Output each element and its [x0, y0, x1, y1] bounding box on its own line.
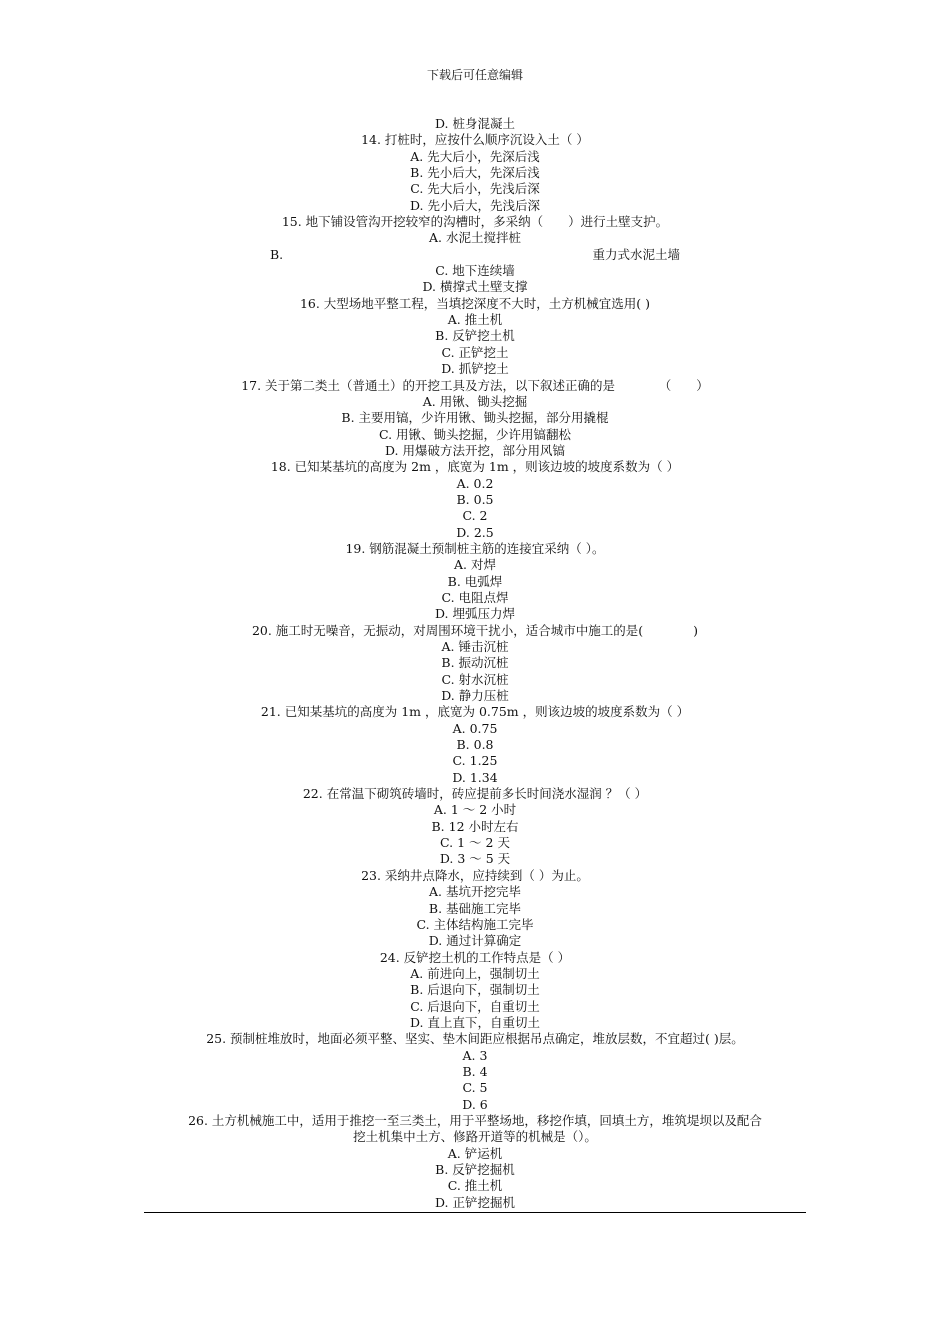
option-line: A. 0.75 [452, 720, 498, 736]
question-17: 17. 关于第二类土（普通土）的开挖工具及方法，以下叙述正确的是 （ ） [241, 377, 709, 393]
question-21: 21. 已知某基坑的高度为 1m ，底宽为 0.75m ，则该边坡的坡度系数为（ ） [260, 704, 690, 720]
option-line: B. 12 小时左右 [431, 818, 519, 834]
option-line: A. 对焊 [454, 557, 496, 573]
option-line: D. 静力压桩 [441, 688, 509, 704]
option-line: C. 用锹、锄头挖掘，少许用镐翻松 [378, 426, 572, 442]
option-line: B. 电弧焊 [447, 573, 503, 589]
option-line: C. 推土机 [447, 1178, 503, 1194]
option-label: B. [270, 246, 284, 262]
option-line: D. 埋弧压力焊 [434, 606, 516, 622]
option-line: A. 前进向上，强制切土 [410, 965, 540, 981]
option-line: B. 基础施工完毕 [428, 900, 522, 916]
option-line: C. 主体结构施工完毕 [416, 916, 534, 932]
option-line: A. 0.2 [456, 475, 494, 491]
option-line: D. 正铲挖掘机 [434, 1194, 516, 1210]
option-line: A. 推土机 [447, 312, 503, 328]
page-header: 下载后可任意编辑 [426, 68, 523, 82]
option-line: B. 反铲挖土机 [435, 328, 515, 344]
option-line: B. 4 [462, 1063, 488, 1079]
option-line: D. 用爆破方法开挖，部分用风镐 [384, 442, 566, 458]
option-line: B. 振动沉桩 [441, 655, 509, 671]
option-line: A. 3 [462, 1047, 488, 1063]
option-line-split [144, 247, 806, 263]
option-line: C. 电阻点焊 [441, 589, 509, 605]
question-19: 19. 钢筋混凝土预制桩主筋的连接宜采纳（ ）。 [345, 540, 605, 556]
question-14: 14. 打桩时，应按什么顺序沉设入土（ ） [361, 132, 589, 148]
option-line: D. 2.5 [456, 524, 494, 540]
option-line: B. 0.5 [456, 491, 494, 507]
option-line: C. 地下连续墙 [435, 263, 515, 279]
question-20: 20. 施工时无噪音，无振动，对周围环境干扰小，适合城市中施工的是( ) [251, 622, 699, 638]
option-line: C. 5 [462, 1080, 488, 1096]
option-line: B. 反铲挖掘机 [435, 1162, 515, 1177]
option-line: D. 3 ～ 5 天 [439, 851, 511, 867]
option-line: A. 铲运机 [447, 1145, 503, 1161]
question-list [144, 116, 806, 1211]
option-line: A. 基坑开挖完毕 [429, 884, 521, 900]
option-line: D. 直上直下，自重切土 [409, 1014, 541, 1030]
option-line: A. 用锹、锄头挖掘 [422, 393, 528, 409]
question-26-line-1: 26. 土方机械施工中，适用于推挖一至三类土，用于平整场地，移挖作填，回填土方，堆筑堤坝以及配合 [188, 1112, 762, 1128]
option-line: B. 主要用镐，少许用锹、锄头挖掘，部分用撬棍 [341, 410, 609, 426]
option-line: C. 1 ～ 2 天 [440, 835, 510, 851]
option-line: B. 后退向下，强制切土 [410, 982, 540, 998]
option-line: A. 锤击沉桩 [441, 639, 509, 654]
option-line: C. 2 [462, 508, 488, 524]
option-line: A. 1 ～ 2 小时 [433, 802, 517, 818]
question-25: 25. 预制桩堆放时，地面必须平整、坚实、垫木间距应根据吊点确定，堆放层数，不宜超过( )层。 [206, 1031, 744, 1047]
question-24: 24. 反铲挖土机的工作特点是（ ） [379, 949, 571, 965]
option-line: C. 后退向下，自重切土 [410, 998, 540, 1014]
bottom-rule [144, 1212, 806, 1213]
option-line: D. 6 [462, 1096, 488, 1112]
option-line: D. 抓铲挖土 [441, 361, 509, 377]
option-line: C. 1.25 [452, 753, 498, 769]
option-line: A. 先大后小，先深后浅 [410, 148, 540, 164]
option-text: 重力式水泥土墙 [592, 246, 680, 262]
text-line: D. 桩身混凝土 [434, 116, 516, 131]
question-26-line-2: 挖土机集中土方、修路开道等的机械是（）。 [353, 1129, 597, 1145]
option-line: B. 先小后大，先深后浅 [410, 165, 540, 181]
option-line: C. 正铲挖土 [441, 344, 509, 360]
question-18: 18. 已知某基坑的高度为 2m ，底宽为 1m ，则该边坡的坡度系数为（ ） [270, 459, 680, 475]
question-16: 16. 大型场地平整工程，当填挖深度不大时，土方机械宜选用( ) [299, 295, 651, 311]
option-line: B. 0.8 [456, 737, 494, 753]
option-line: D. 1.34 [452, 769, 498, 785]
option-line: C. 先大后小，先浅后深 [410, 181, 540, 197]
option-line: D. 通过计算确定 [428, 933, 522, 949]
option-line: D. 先小后大，先浅后深 [409, 197, 541, 213]
option-line: A. 水泥土搅拌桩 [429, 230, 521, 246]
option-line: C. 射水沉桩 [441, 671, 509, 687]
question-22: 22. 在常温下砌筑砖墙时，砖应提前多长时间浇水湿润 ？（ ） [302, 786, 648, 802]
question-15: 15. 地下铺设管沟开挖较窄的沟槽时，多采纳（ ）进行土壁支护。 [281, 214, 669, 230]
option-line: D. 横撑式土壁支撑 [422, 279, 528, 295]
question-23: 23. 采纳井点降水，应持续到（ ）为止。 [361, 867, 589, 883]
